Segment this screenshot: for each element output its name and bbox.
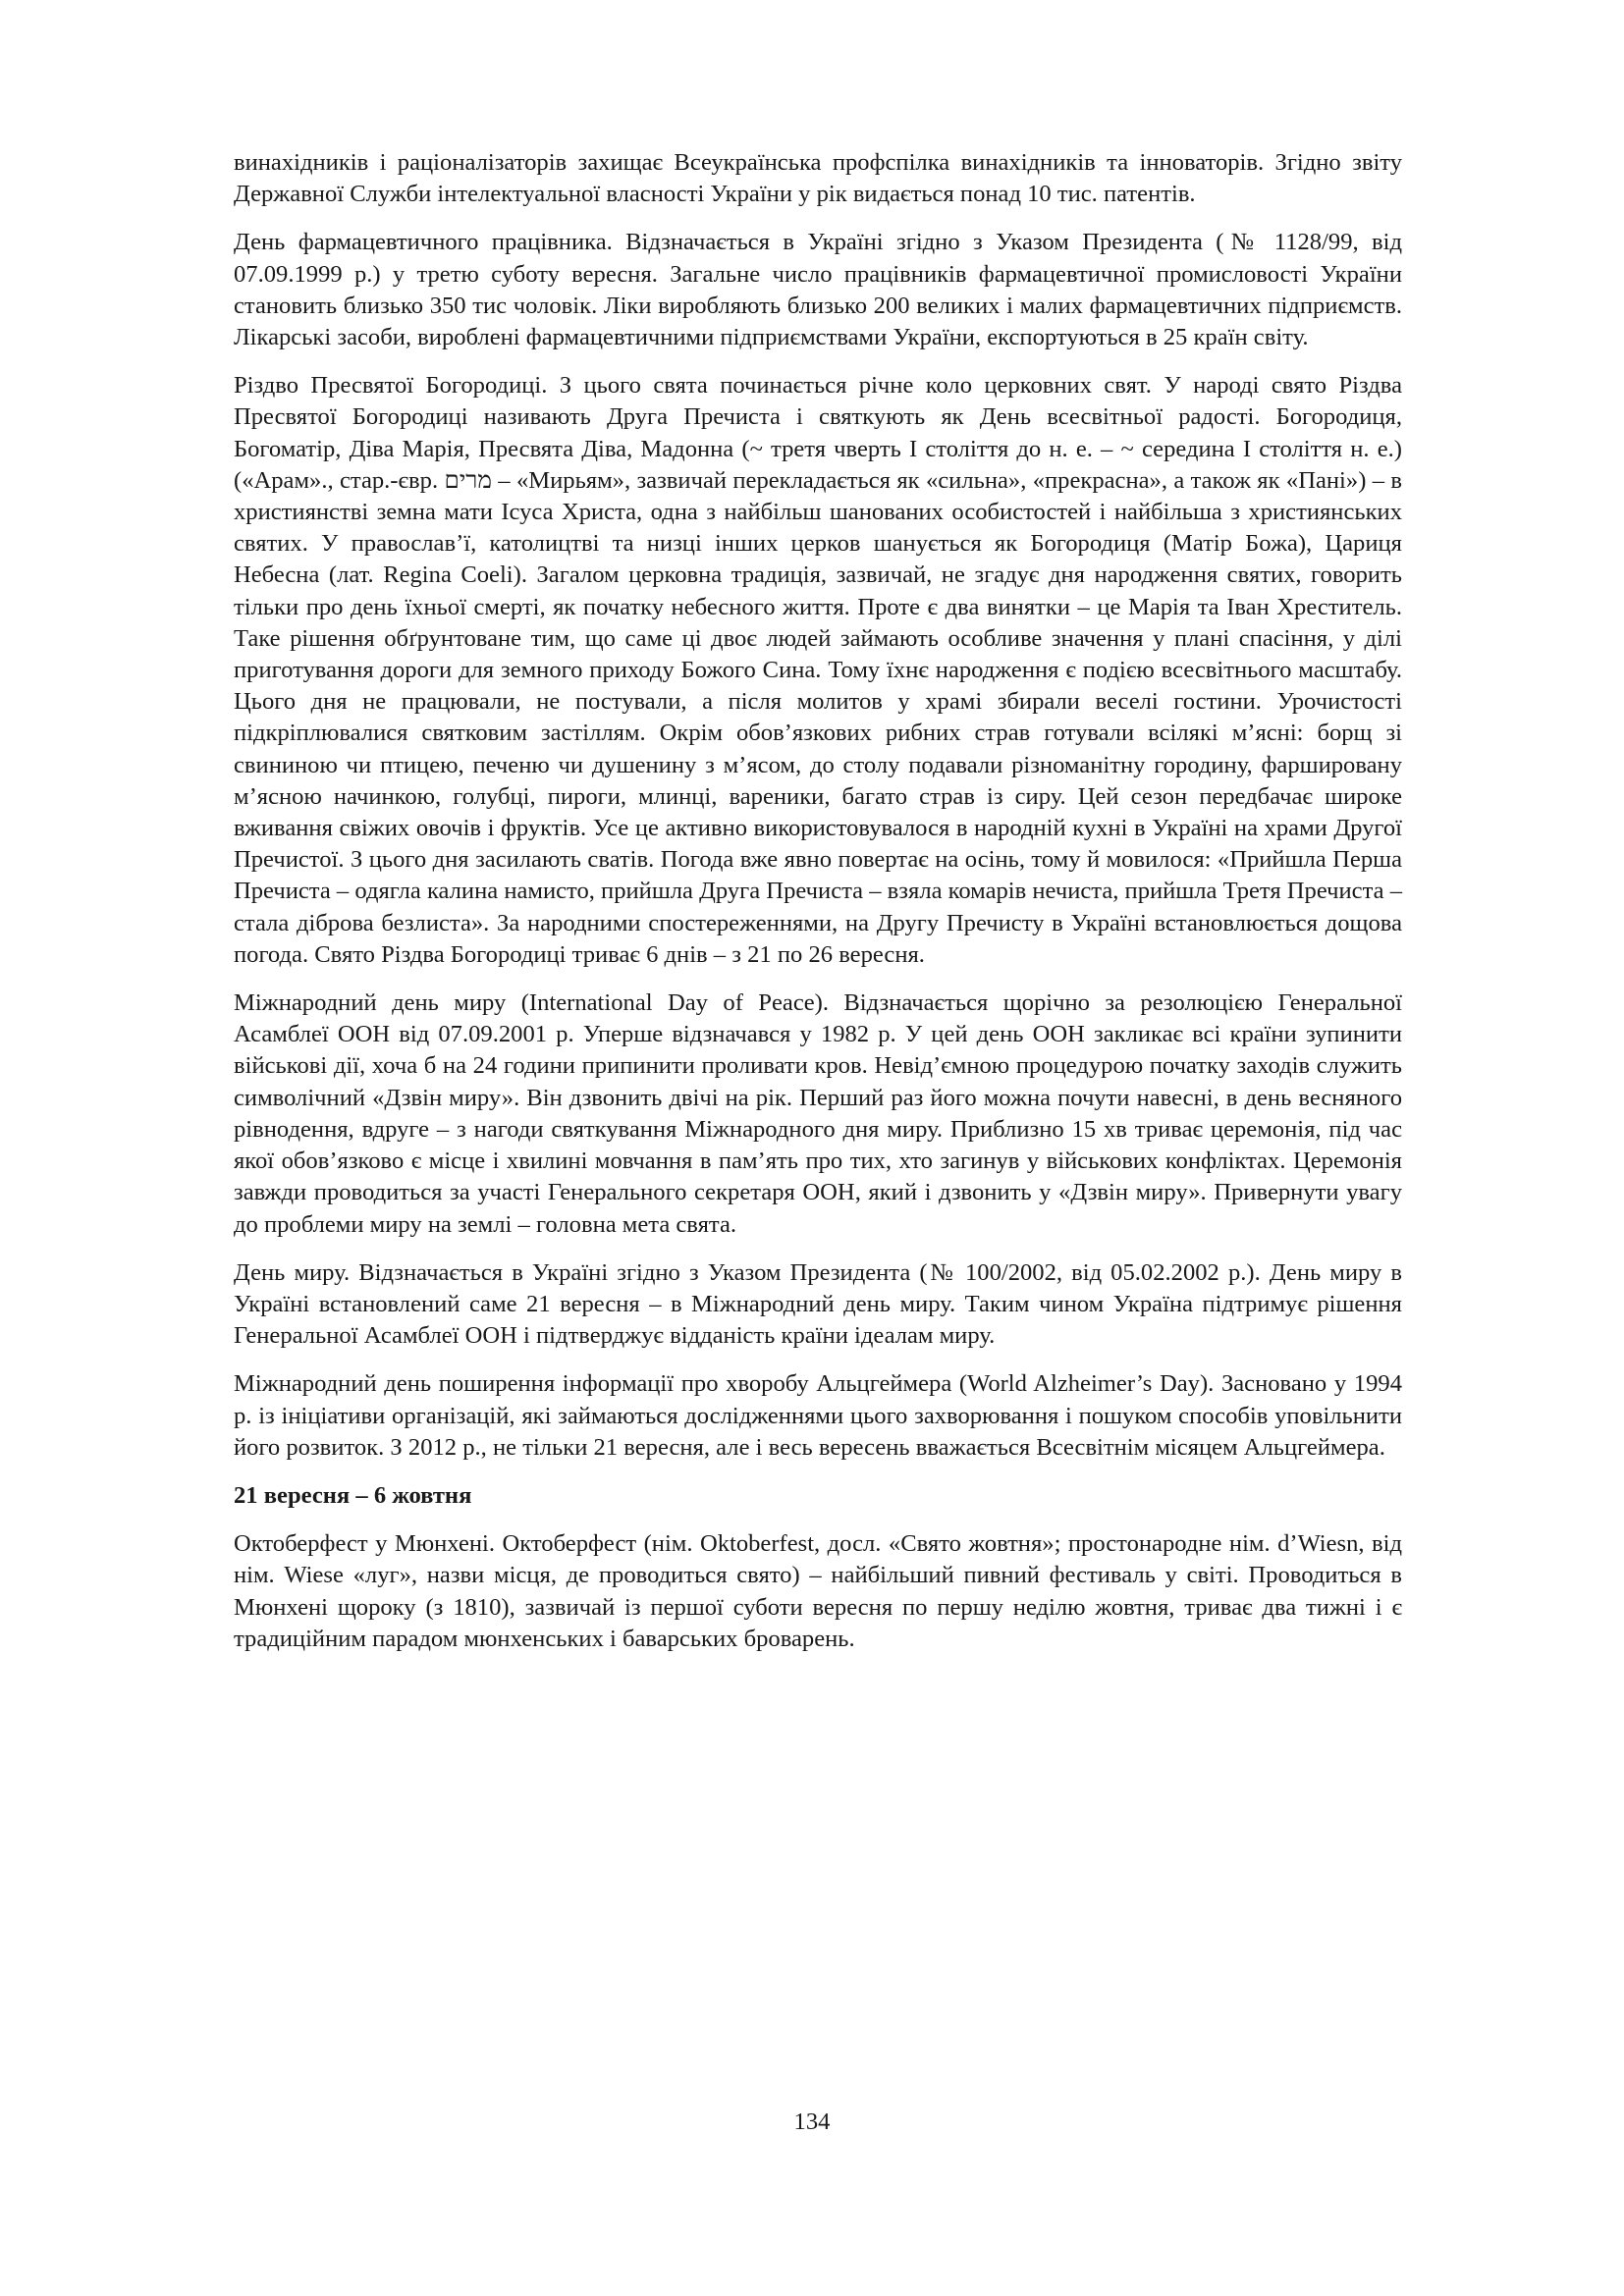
paragraph-nativity-theotokos: Різдво Пресвятої Богородиці. З цього свята починається річне коло церковних свят. У народі свято Різдва Пресвятої Богородиці називають Друга Пречиста і святкують як День всесвітньої радості. Богородиця, Богоматір, Діва Марія, Пресвята Діва, Мадонна (~ третя чверть І століття до н. е. – ~ середина І століття н. е.) («Арам»., стар.-євр. מרים – «Мирьям», зазвичай перекладається як «сильна», «прекрасна», а також як «Пані») – в християнстві земна мати Ісуса Христа, одна з найбільш шанованих особистостей і найбільша з християнських святих. У православ’ї, католицтві та низці інших церков шанується як Богородиця (Матір Божа), Цариця Небесна (лат. Regina Coeli). Загалом церковна традиція, зазвичай, не згадує дня народження святих, говорить тільки про день їхньої смерті, як початку небесного життя. Проте є два винятки – це Марія та Іван Хреститель. Таке рішення обґрунтоване тим, що саме ці двоє людей займають особливе значення у плані спасіння, у ділі приготування дороги для земного приходу Божого Сина. Тому їхнє народження є подією всесвітнього масштабу. Цього дня не працювали, не постували, а після молитов у храмі збирали веселі гостини. Урочистості підкріплювалися святковим застіллям. Окрім обов’язкових рибних страв готували всілякі м’ясні: борщ зі свининою чи птицею, печеню чи душенину з м’ясом, до столу подавали різноманітну городину, фаршировану м’ясною начинкою, голубці, пироги, млинці, вареники, багато страв із сиру. Цей сезон передбачає широке вживання свіжих овочів і фруктів. Усе це активно використовувалося в народній кухні в Україні на храми Другої Пречистої. З цього дня засилають сватів. Погода вже явно повертає на осінь, тому й мовилося: «Прийшла Перша Пречиста – одягла калина намисто, прийшла Друга Пречиста – взяла комарів нечиста, прийшла Третя Пречиста – стала діброва безлиста». За народними спостереженнями, на Другу Пречисту в Україні встановлюється дощова погода. Свято Різдва Богородиці триває 6 днів – з 21 по 26 вересня. <box>234 372 1403 968</box>
paragraph-alzheimers-day: Міжнародний день поширення інформації про хворобу Альцгеймера (World Alzheimer’s Day). Засновано у 1994 р. із ініціативи організацій, які займаються дослідженнями цього захворювання і пошуком способів уповільнити його розвиток. З 2012 р., не тільки 21 вересня, але і весь вересень вважається Всесвітнім місяцем Альцгеймера. <box>234 1370 1402 1461</box>
paragraph-peace-day-ukraine: День миру. Відзначається в Україні згідно з Указом Президента (№ 100/2002, від 05.02.2002 р.). День миру в Україні встановлений саме 21 вересня – в Міжнародний день миру. Таким чином Україна підтримує рішення Генеральної Асамблеї ООН і підтверджує відданість країни ідеалам миру. <box>234 1258 1402 1350</box>
page-number: 134 <box>793 2109 831 2135</box>
paragraph-inventors: винахідників і раціоналізаторів захищає Всеукраїнська профспілка винахідників та інноваторів. Згідно звіту Державної Служби інтелектуальної власності України у рік видається понад 10 тис. патентів. <box>234 149 1402 208</box>
paragraph-oktoberfest: Октоберфест у Мюнхені. Октоберфест (нім. Oktoberfest, досл. «Свято жовтня»; простонародне нім. d’Wiesn, від нім. Wiese «луг», назви місця, де проводиться свято) – найбільший пивний фестиваль у світі. Проводиться в Мюнхені щороку (з 1810), зазвичай із першої суботи вересня по першу неділю жовтня, триває два тижні і є традиційним парадом мюнхенських і баварських броварень. <box>234 1530 1402 1652</box>
paragraph-international-peace-day: Міжнародний день миру (International Day of Peace). Відзначається щорічно за резолюцією Генеральної Асамблеї ООН від 07.09.2001 р. Уперше відзначався у 1982 р. У цей день ООН закликає всі країни зупинити військові дії, хоча б на 24 години припинити проливати кров. Невід’ємною процедурою початку заходів служить символічний «Дзвін миру». Він дзвонить двічі на рік. Перший раз його можна почути навесні, в день весняного рівнодення, вдруге – з нагоди святкування Міжнародного дня миру. Приблизно 15 хв триває церемонія, під час якої обов’язково є місце і хвилині мовчання в пам’ять про тих, хто загинув у військових конфліктах. Церемонія завжди проводиться за участі Генерального секретаря ООН, який і дзвонить у «Дзвін миру». Привернути увагу до проблеми миру на землі – головна мета свята. <box>234 989 1402 1238</box>
paragraph-pharmacist-day: День фармацевтичного працівника. Відзначається в Україні згідно з Указом Президента (№ 1128/99, від 07.09.1999 р.) у третю суботу вересня. Загальне число працівників фармацевтичної промисловості України становить близько 350 тис чоловік. Ліки виробляють близько 200 великих і малих фармацевтичних підприємств. Лікарські засоби, вироблені фармацевтичними підприємствами України, експортуються в 25 країн світу. <box>234 229 1402 351</box>
document-page <box>234 147 1402 1672</box>
section-heading: 21 вересня – 6 жовтня <box>234 1481 472 1509</box>
